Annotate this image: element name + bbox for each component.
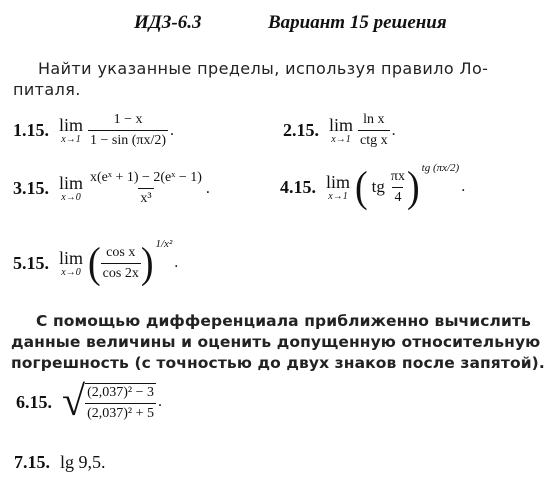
- left-paren: (: [88, 238, 101, 288]
- denominator: 1 − sin (πx/2): [88, 130, 168, 149]
- problem-number: 2.15.: [283, 120, 319, 140]
- problem-number: 7.15.: [14, 452, 50, 472]
- lim-subscript: x→0: [61, 266, 81, 278]
- section1-intro-line2: питаля.: [13, 80, 81, 99]
- expression: lg 9,5.: [60, 452, 106, 472]
- sqrt-sign: √: [62, 379, 86, 425]
- period: .: [170, 121, 175, 139]
- variant-title: Вариант 15 решения: [268, 12, 447, 33]
- lim-word: lim: [326, 171, 351, 192]
- exponent: 1/x²: [155, 238, 173, 250]
- problem-number: 1.15.: [13, 120, 49, 140]
- tg-function: tg: [371, 177, 385, 196]
- denominator: 4: [392, 187, 403, 206]
- radicand: [85, 383, 156, 422]
- denominator: ctg x: [358, 130, 390, 149]
- period: .: [174, 254, 179, 271]
- fraction: [88, 112, 168, 149]
- denominator: x³: [138, 188, 153, 207]
- left-paren: (: [355, 162, 368, 212]
- fraction: [88, 170, 204, 207]
- fraction: [389, 169, 407, 206]
- limit-operator: [326, 173, 350, 202]
- numerator: πx: [390, 168, 405, 184]
- numerator: ln x: [363, 112, 385, 127]
- assignment-title: ИДЗ-6.3: [134, 12, 202, 33]
- numerator: x(eˣ + 1) − 2(eˣ − 1): [90, 170, 202, 185]
- limit-operator: [59, 249, 83, 278]
- section2-line3: погрешность (с точностью до двух знаков после запятой).: [11, 354, 545, 372]
- lim-word: lim: [59, 115, 84, 135]
- numerator: (2,037)² − 3: [87, 384, 154, 400]
- period: .: [157, 393, 162, 410]
- lim-word: lim: [329, 115, 354, 135]
- period: .: [461, 178, 466, 195]
- problem-2-15: [283, 112, 396, 149]
- denominator: (2,037)² + 5: [85, 403, 156, 422]
- problem-5-15: [13, 238, 179, 288]
- fraction: [85, 385, 156, 422]
- problem-number: 5.15.: [13, 252, 49, 273]
- right-paren: ): [406, 162, 420, 212]
- numerator: cos x: [106, 244, 136, 260]
- period: .: [205, 179, 210, 197]
- right-paren: ): [140, 238, 154, 288]
- numerator: 1 − x: [113, 112, 143, 127]
- section2-line1: С помощью дифференциала приближенно вычислить: [36, 312, 531, 330]
- limit-operator: [59, 116, 83, 145]
- problem-3-15: [13, 170, 210, 207]
- lim-subscript: x→0: [61, 192, 81, 203]
- problem-1-15: [13, 112, 174, 149]
- fraction: [101, 245, 141, 282]
- problem-7-15: [14, 452, 106, 473]
- problem-number: 6.15.: [16, 391, 52, 412]
- problem-number: 3.15.: [13, 178, 49, 198]
- problem-4-15: [280, 162, 466, 212]
- problem-6-15: [16, 379, 162, 425]
- exponent: tg (πx/2): [421, 162, 460, 174]
- lim-subscript: x→1: [61, 134, 81, 145]
- lim-subscript: x→1: [328, 190, 348, 202]
- problem-number: 4.15.: [280, 176, 316, 197]
- lim-word: lim: [59, 173, 84, 193]
- section1-intro-line1: Найти указанные пределы, используя правило Ло-: [38, 59, 489, 78]
- denominator: cos 2x: [101, 263, 141, 282]
- limit-operator: [59, 174, 83, 203]
- limit-operator: [329, 116, 353, 145]
- lim-word: lim: [59, 247, 84, 268]
- section2-line2: данные величины и оценить допущенную относительную: [11, 333, 541, 351]
- period: .: [391, 121, 396, 139]
- fraction: [358, 112, 390, 149]
- lim-subscript: x→1: [331, 134, 351, 145]
